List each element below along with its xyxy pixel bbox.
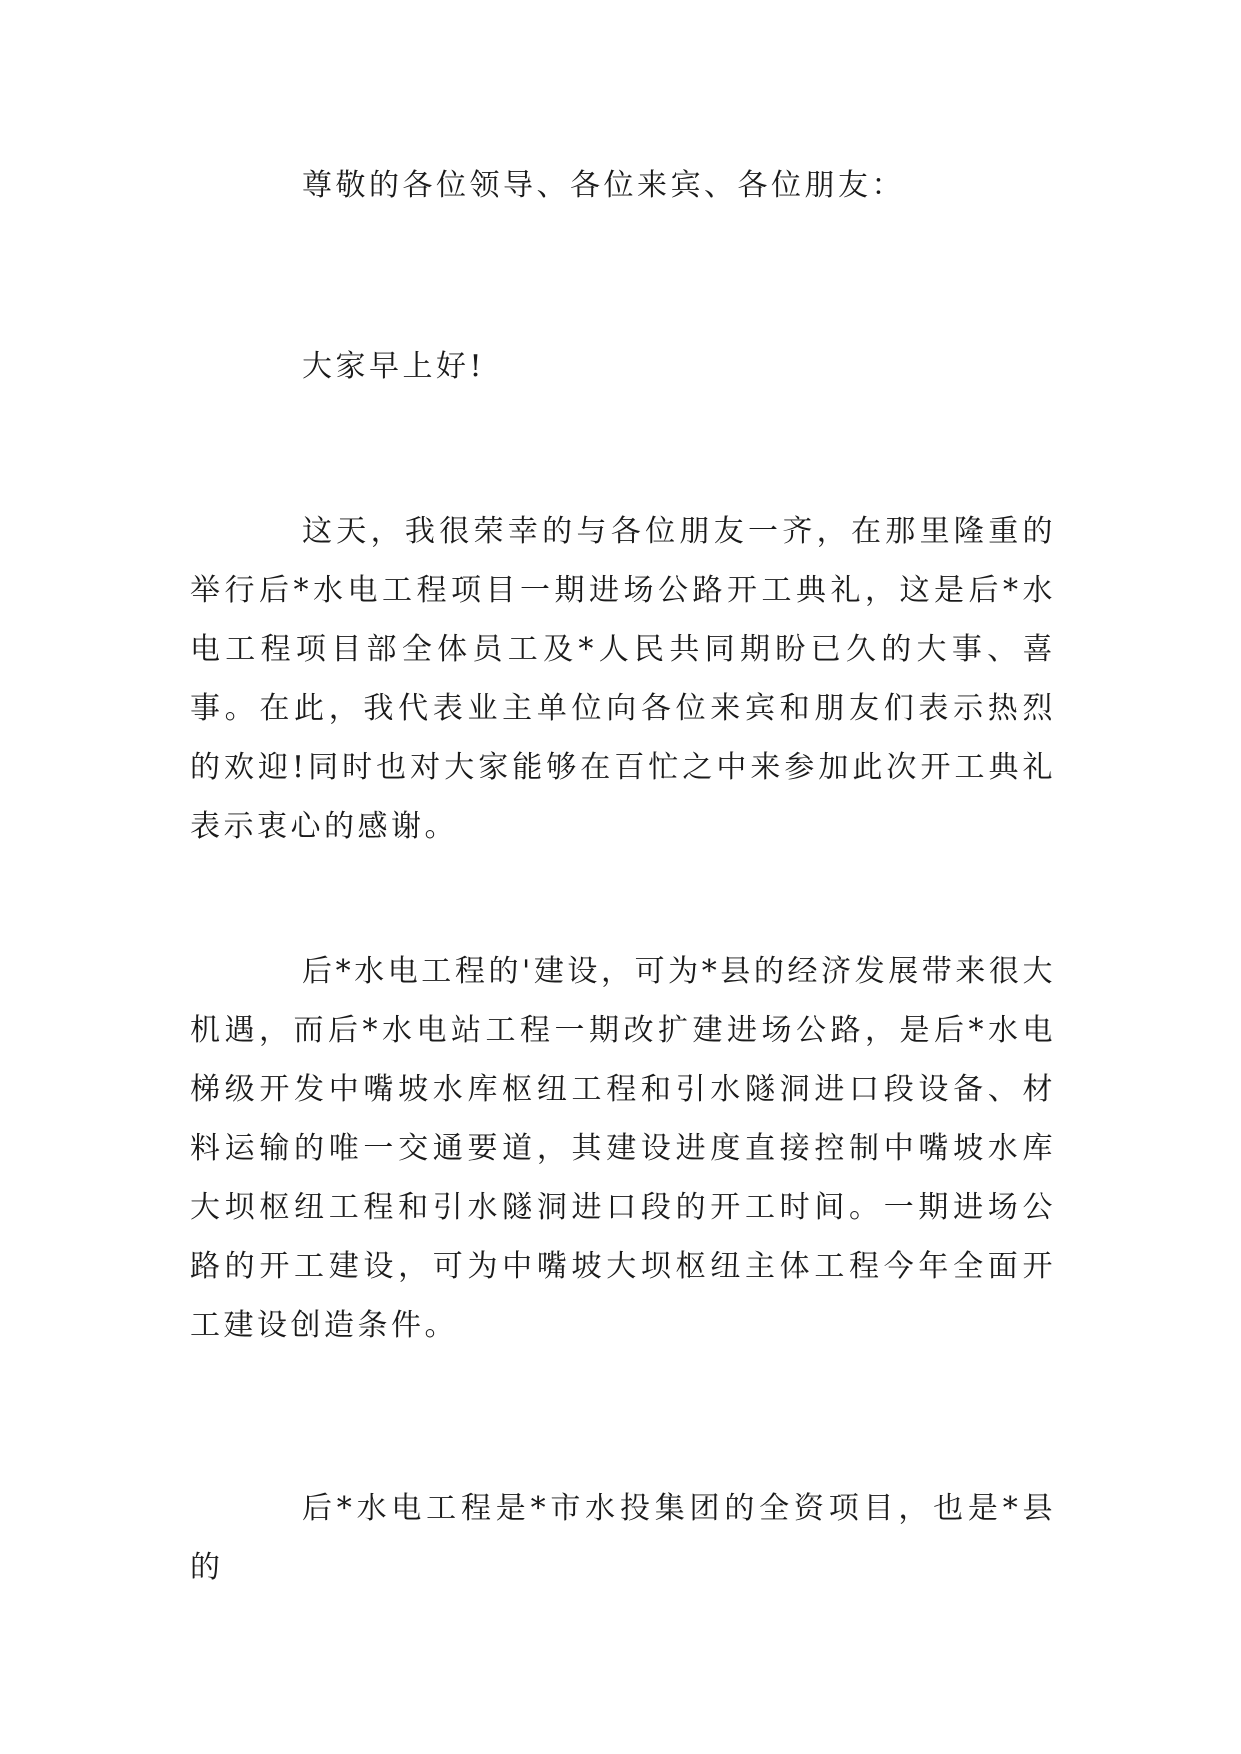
body-paragraph: 这天，我很荣幸的与各位朋友一齐，在那里隆重的举行后*水电工程项目一期进场公路开工典礼，这是后*水电工程项目部全体员工及*人民共同期盼已久的大事、喜事。在此，我代表业主单位向各位来宾和朋友们表示热烈的欢迎!同时也对大家能够在百忙之中来参加此次开工典礼表示衷心的感谢。 — [190, 514, 1056, 844]
body-paragraph: 后*水电工程是*市水投集团的全资项目，也是*县的 — [190, 1491, 1056, 1585]
greeting-paragraph: 大家早上好! — [302, 349, 486, 384]
body-paragraph: 后*水电工程的'建设，可为*县的经济发展带来很大机遇，而后*水电站工程一期改扩建进场公路，是后*水电梯级开发中嘴坡水库枢纽工程和引水隧洞进口段设备、材料运输的唯一交通要道，其建设进度直接控制中嘴坡水库大坝枢纽工程和引水隧洞进口段的开工时间。一期进场公路的开工建设，可为中嘴坡大坝枢纽主体工程今年全面开工建设创造条件。 — [190, 954, 1056, 1343]
salutation-paragraph: 尊敬的各位领导、各位来宾、各位朋友： — [302, 168, 905, 203]
